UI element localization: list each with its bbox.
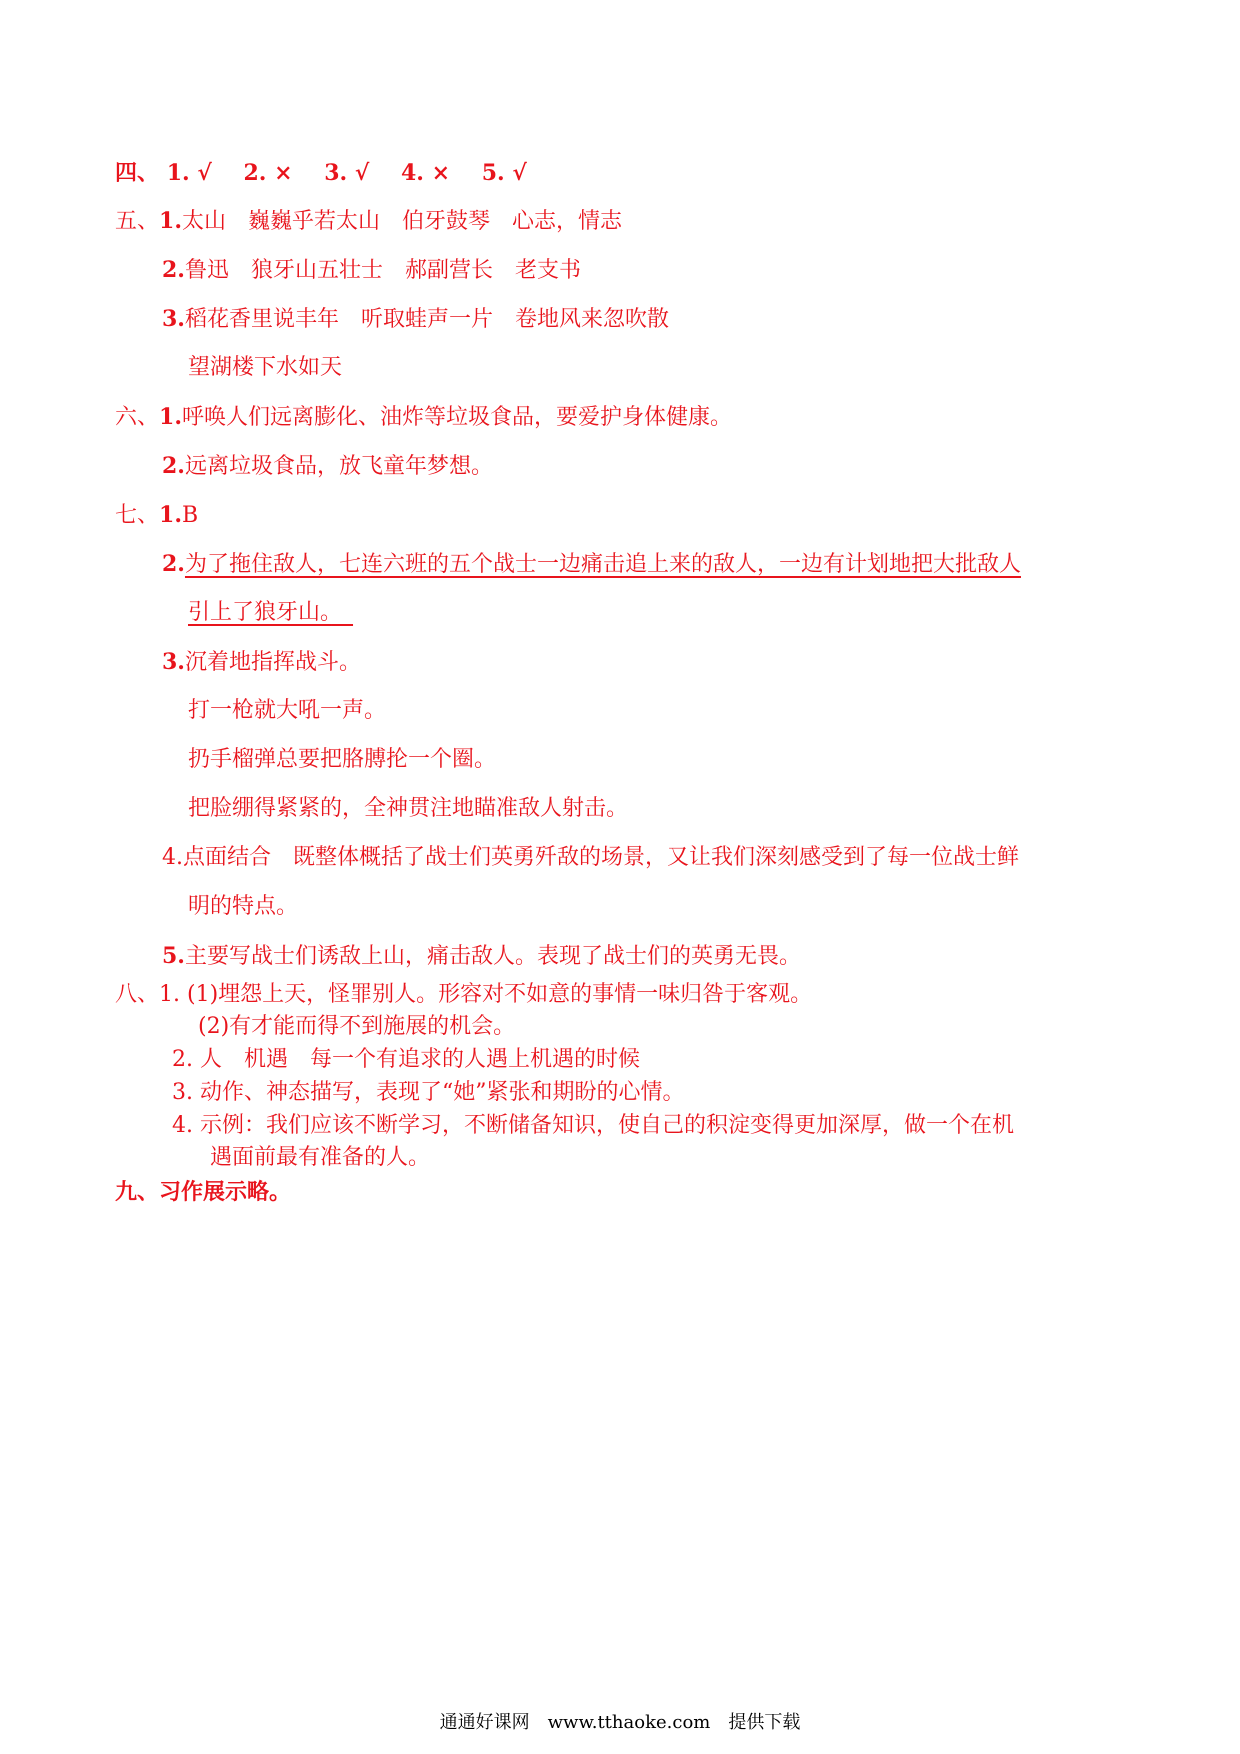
question-number: 3. bbox=[162, 649, 185, 675]
question-number: 4. bbox=[162, 845, 183, 870]
section-7-q4 bbox=[162, 843, 1019, 873]
question-number: 1. bbox=[159, 208, 182, 234]
answer-text: 点面结合 既整体概括了战士们英勇歼敌的场景，又让我们深刻感受到了每一位战士鲜 bbox=[183, 845, 1020, 870]
answer-item: 4. × bbox=[400, 160, 451, 186]
answer-text: 沉着地指挥战斗。 bbox=[184, 650, 361, 675]
section-7-q3-line2: 打一枪就大吼一声。 bbox=[188, 698, 387, 723]
section-6-q2 bbox=[162, 451, 493, 482]
answer-text: 远离垃圾食品，放飞童年梦想。 bbox=[184, 454, 493, 479]
answer-text: 动作、神态描写，表现了“她”紧张和期盼的心情。 bbox=[200, 1080, 685, 1105]
section-7-label: 七、 bbox=[115, 503, 160, 528]
question-number: 1. bbox=[159, 982, 181, 1007]
section-6-q1 bbox=[115, 402, 732, 433]
section-5-q1 bbox=[115, 206, 622, 237]
question-number: 5. bbox=[162, 943, 185, 969]
section-8-label: 八、 bbox=[115, 982, 160, 1007]
section-5-q3 bbox=[162, 304, 669, 335]
answer-item: 3. √ bbox=[324, 160, 370, 186]
answer-text: B bbox=[181, 503, 199, 528]
section-8-q1 bbox=[115, 980, 812, 1010]
section-4-label: 四、 bbox=[115, 160, 160, 186]
answer-text: 人 机遇 每一个有追求的人遇上机遇的时候 bbox=[200, 1047, 641, 1072]
question-number: 3. bbox=[172, 1080, 193, 1105]
question-number: 3. bbox=[162, 306, 185, 332]
section-6-label: 六、 bbox=[115, 405, 160, 430]
answer-item: 5. √ bbox=[481, 160, 527, 186]
section-4-answers bbox=[115, 158, 527, 188]
answer-text: 主要写战士们诱敌上山，痛击敌人。表现了战士们的英勇无畏。 bbox=[184, 944, 801, 969]
question-number: 2. bbox=[172, 1047, 193, 1072]
answer-item: 2. × bbox=[243, 160, 293, 186]
answer-text: (1)埋怨上天，怪罪别人。形容对不如意的事情一味归咎于客观。 bbox=[187, 982, 813, 1007]
underlined-answer: 引上了狼牙山。 bbox=[188, 600, 332, 625]
question-number: 4. bbox=[172, 1113, 193, 1138]
section-7-q2-cont bbox=[188, 598, 353, 628]
section-7-q3-line3: 扔手榴弹总要把胳膊抡一个圈。 bbox=[188, 747, 497, 772]
answer-text: 太山 巍巍乎若太山 伯牙鼓琴 心志，情志 bbox=[181, 209, 622, 234]
question-number: 1. bbox=[159, 502, 182, 528]
section-8-q1-part2: (2)有才能而得不到施展的机会。 bbox=[198, 1014, 516, 1039]
section-7-q1 bbox=[115, 500, 198, 531]
section-7-q2 bbox=[162, 549, 1021, 580]
section-8-q2 bbox=[172, 1045, 640, 1075]
answer-text: 呼唤人们远离膨化、油炸等垃圾食品，要爱护身体健康。 bbox=[181, 405, 732, 430]
underlined-answer: 为了拖住敌人，七连六班的五个战士一边痛击追上来的敌人，一边有计划地把大批敌人 bbox=[184, 552, 1021, 577]
section-8-q4-cont: 遇面前最有准备的人。 bbox=[210, 1145, 431, 1170]
question-number: 2. bbox=[162, 551, 185, 577]
answer-item: 1. √ bbox=[166, 160, 212, 186]
section-5-label: 五、 bbox=[115, 209, 160, 234]
answer-text: 稻花香里说丰年 听取蛙声一片 卷地风来忽吹散 bbox=[184, 307, 669, 332]
answer-text: 鲁迅 狼牙山五壮士 郝副营长 老支书 bbox=[184, 258, 581, 283]
footer-watermark: 通通好课网 www.tthaoke.com 提供下载 bbox=[439, 1712, 801, 1733]
answer-text: 示例：我们应该不断学习，不断储备知识，使自己的积淀变得更加深厚，做一个在机 bbox=[200, 1113, 1015, 1138]
section-7-q3-line4: 把脸绷得紧紧的，全神贯注地瞄准敌人射击。 bbox=[188, 796, 629, 821]
section-9: 九、习作展示略。 bbox=[115, 1179, 292, 1205]
question-number: 1. bbox=[159, 404, 182, 430]
question-number: 2. bbox=[162, 453, 185, 479]
section-5-q2 bbox=[162, 255, 581, 286]
section-8-q3 bbox=[172, 1078, 685, 1108]
question-number: 2. bbox=[162, 257, 185, 283]
section-8-q4 bbox=[172, 1111, 1014, 1141]
section-5-q3-cont: 望湖楼下水如天 bbox=[188, 355, 343, 380]
section-7-q4-cont: 明的特点。 bbox=[188, 894, 299, 919]
section-7-q3 bbox=[162, 647, 361, 678]
section-7-q5 bbox=[162, 941, 801, 972]
